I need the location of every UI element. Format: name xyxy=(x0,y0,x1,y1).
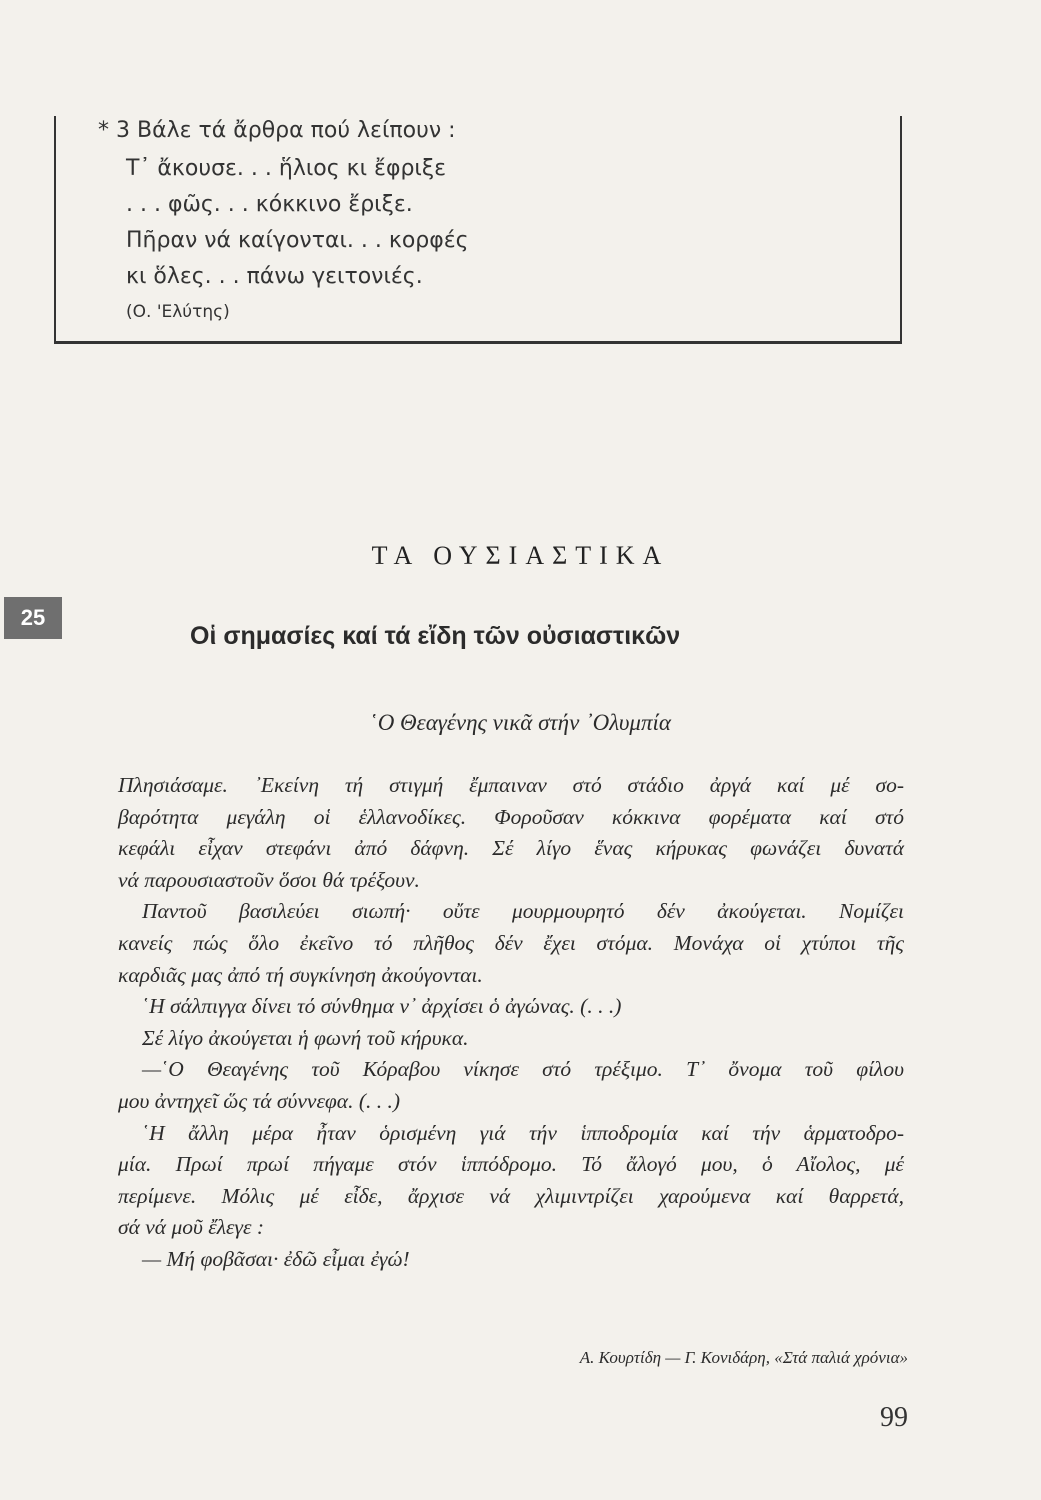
exercise-box xyxy=(54,116,902,344)
text-title: ῾Ο Θεαγένης νικᾶ στήν ᾽Ολυμπία xyxy=(370,710,671,735)
text-line: Παντοῦ βασιλεύει σιωπή· οὔτε μουρμουρητό δέν ἀκούγεται. Νομίζει xyxy=(142,899,904,924)
text-line: Σέ λίγο ἀκούγεται ἡ φωνή τοῦ κήρυκα. xyxy=(142,1025,469,1050)
poem-line: Τ᾽ ἄκουσε. . . ἥλιος κι ἔφριξε xyxy=(126,156,447,181)
text-line: —῾Ο Θεαγένης τοῦ Κόραβου νίκησε στό τρέξιμο. Τ᾽ ὄνομα τοῦ φίλου xyxy=(142,1057,904,1082)
text-line: ῾Η σάλπιγγα δίνει τό σύνθημα ν᾽ ἀρχίσει ὁ ἀγώνας. (. . .) xyxy=(142,994,622,1019)
text-line: μου ἀντηχεῖ ὥς τά σύννεφα. (. . .) xyxy=(118,1088,401,1113)
poem-line: Πῆραν νά καίγονται. . . κορφές xyxy=(126,228,469,253)
section-title: Οἱ σημασίες καί τά εἴδη τῶν οὐσιαστικῶν xyxy=(190,622,681,650)
text-line: βαρότητα μεγάλη οἱ ἑλλανοδίκες. Φοροῦσαν κόκκινα φορέματα καί στό xyxy=(118,804,904,829)
exercise-instruction: * 3 Βάλε τά ἄρθρα πού λείπουν : xyxy=(98,118,456,143)
reading-text xyxy=(118,770,904,1276)
text-line: περίμενε. Μόλις μέ εἶδε, ἄρχισε νά χλιμιντρίζει χαρούμενα καί θαρρετά, xyxy=(118,1183,904,1208)
text-line: μία. Πρωί πρωί πήγαμε στόν ἱππόδρομο. Τό ἄλογό μου, ὁ Αἴολος, μέ xyxy=(118,1152,904,1177)
chapter-title: ΤΑ ΟΥΣΙΑΣΤΙΚΑ xyxy=(371,541,670,570)
text-line: κανείς πώς ὅλο ἐκεῖνο τό πλῆθος δέν ἔχει στόμα. Μονάχα οἱ χτύποι τῆς xyxy=(118,930,904,955)
poem-line: . . . φῶς. . . κόκκινο ἔριξε. xyxy=(126,192,413,217)
text-line: καρδιᾶς μας ἀπό τή συγκίνηση ἀκούγονται. xyxy=(118,962,483,987)
text-line: Πλησιάσαμε. ᾽Εκείνη τή στιγμή ἔμπαιναν στό στάδιο ἀργά καί μέ σο- xyxy=(118,773,904,797)
text-line: ῾Η ἄλλη μέρα ἦταν ὁρισμένη γιά τήν ἱπποδρομία καί τήν ἁρματοδρο- xyxy=(142,1120,904,1145)
text-line: — Μή φοβᾶσαι· ἐδῶ εἶμαι ἐγώ! xyxy=(142,1246,410,1271)
text-line: νά παρουσιαστοῦν ὅσοι θά τρέξουν. xyxy=(118,867,420,892)
poem-line: κι ὅλες. . . πάνω γειτονιές. xyxy=(126,264,423,289)
lesson-number-tab: 25 xyxy=(4,597,62,639)
poem-author: (Ο. 'Ελύτης) xyxy=(126,302,230,322)
text-line: σά νά μοῦ ἔλεγε : xyxy=(118,1215,264,1240)
text-source: Α. Κουρτίδη — Γ. Κονιδάρη, «Στά παλιά χρόνια» xyxy=(579,1348,908,1367)
text-line: κεφάλι εἶχαν στεφάνι ἀπό δάφνη. Σέ λίγο ἕνας κήρυκας φωνάζει δυνατά xyxy=(118,836,904,861)
page-number: 99 xyxy=(880,1402,908,1433)
